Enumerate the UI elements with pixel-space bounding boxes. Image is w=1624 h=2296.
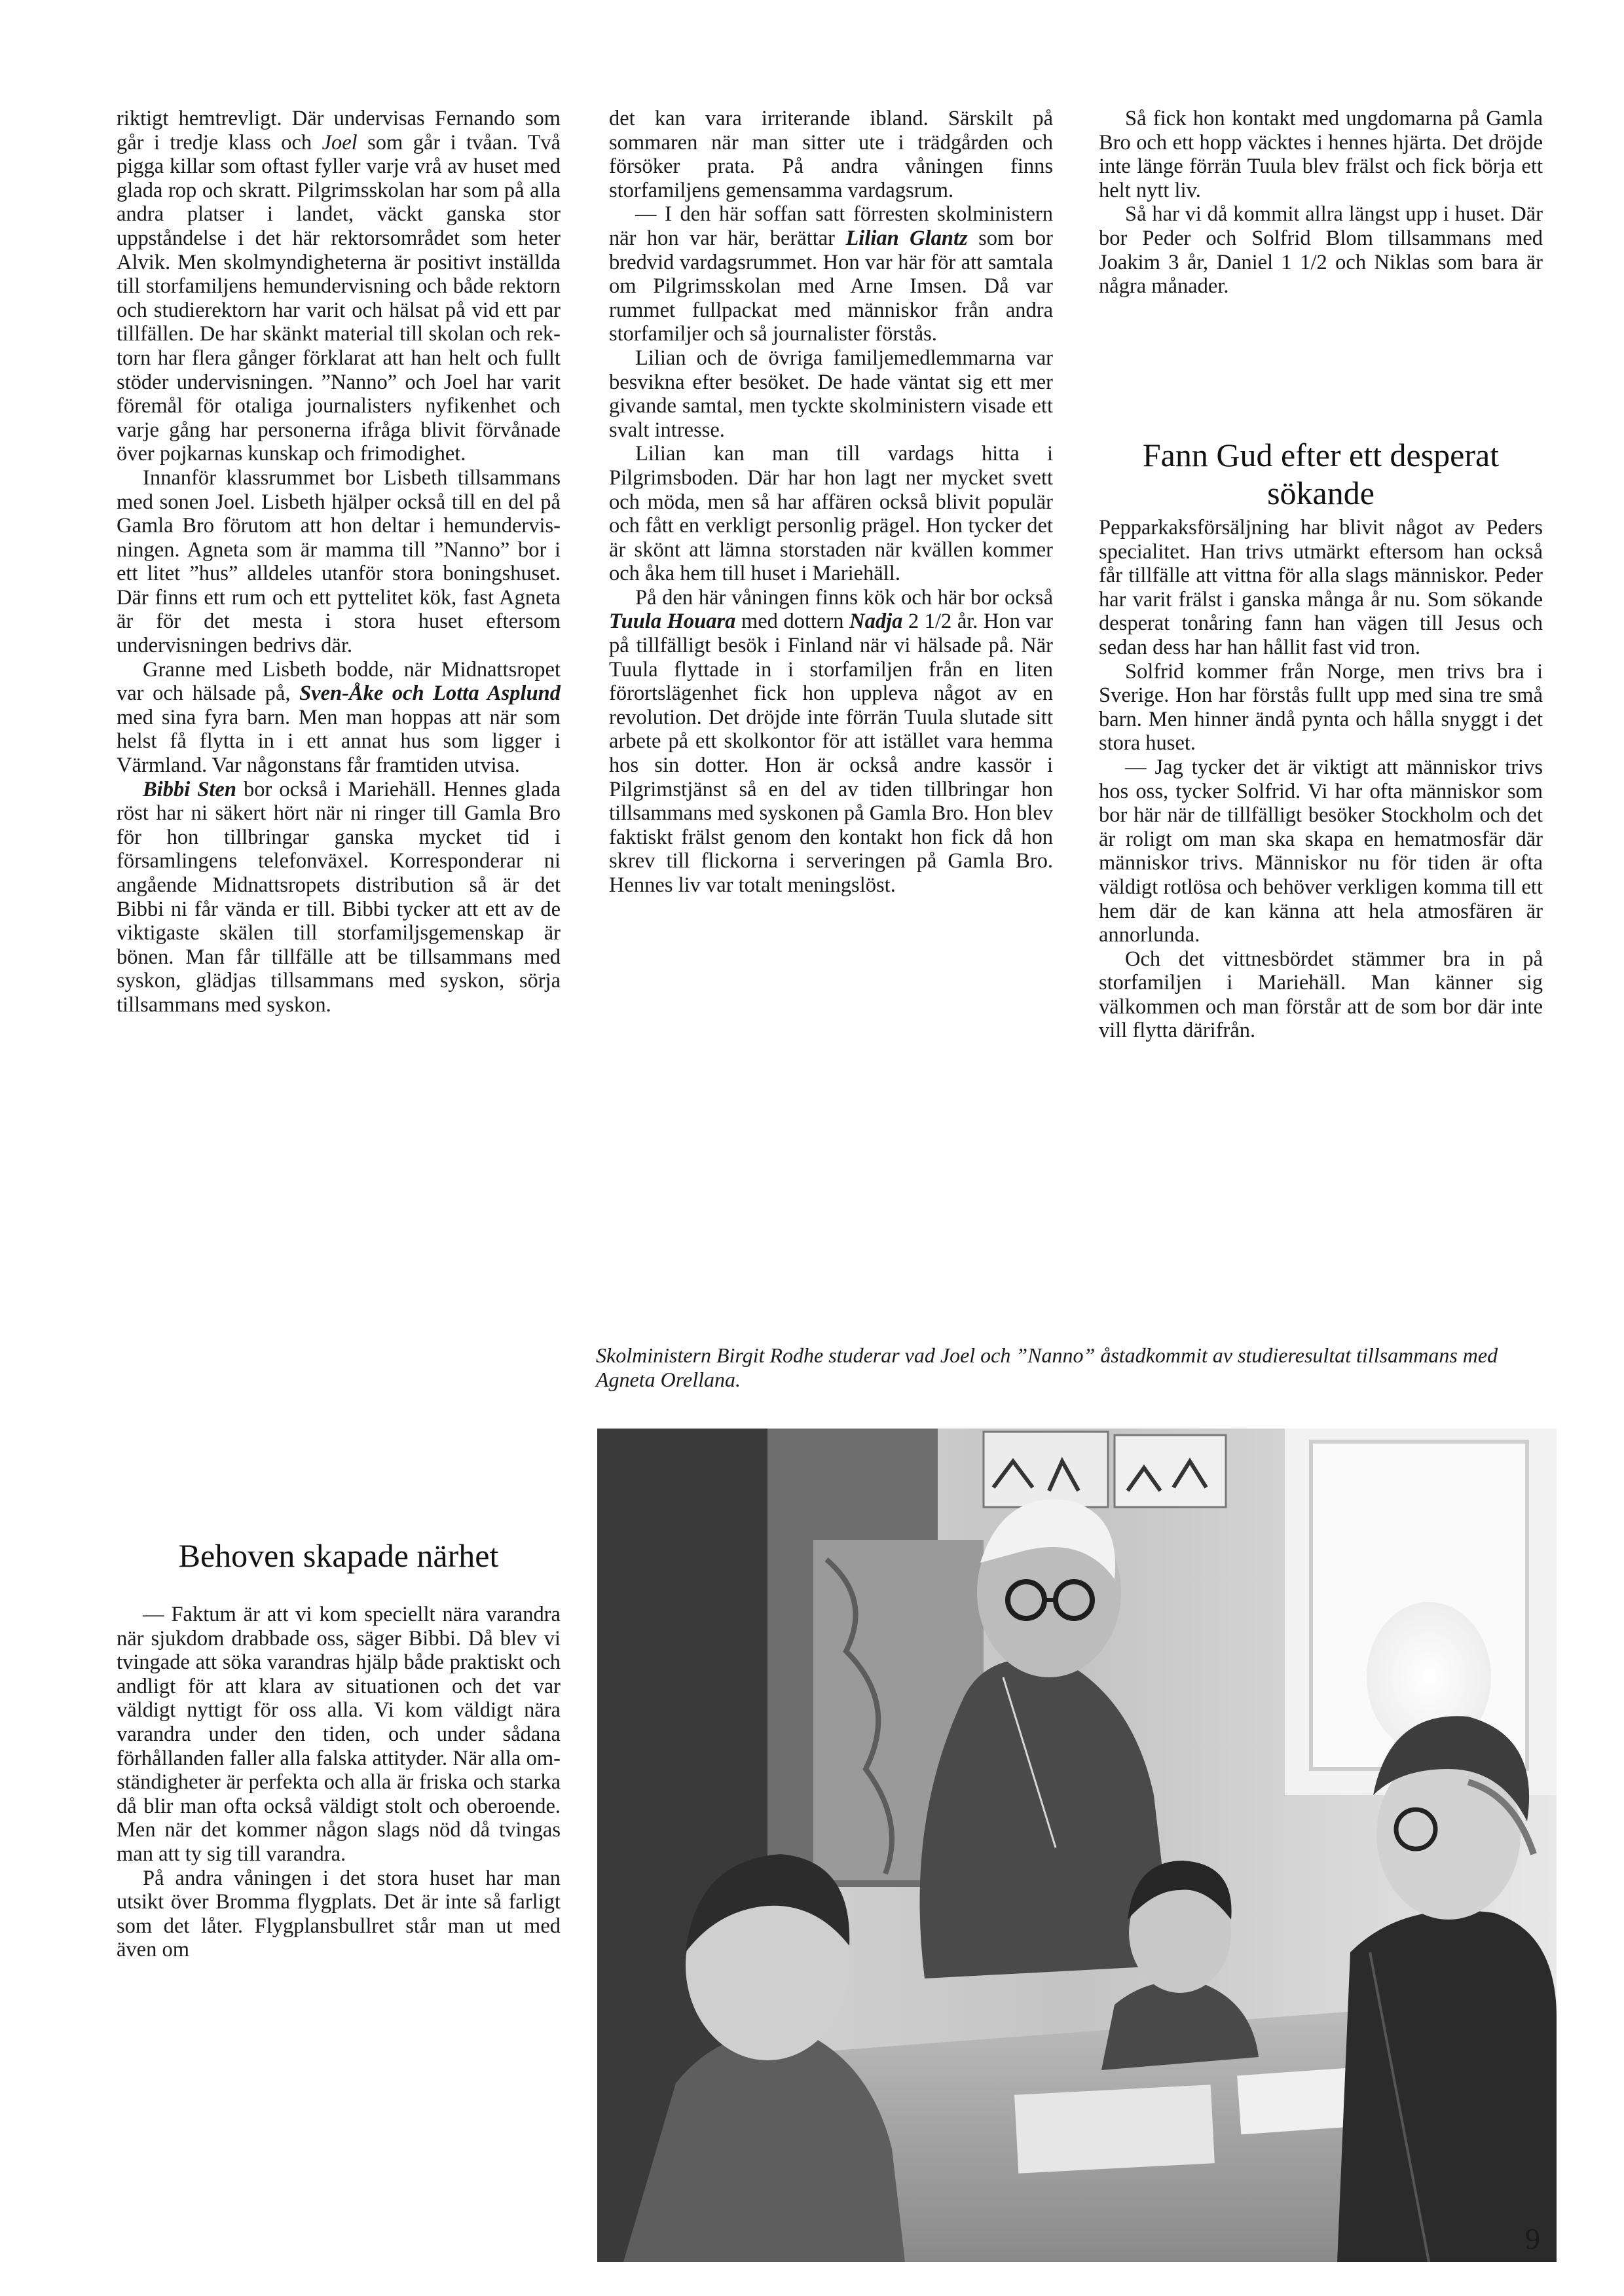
column-1-lower: [117, 1603, 561, 1962]
paragraph: Solfrid kommer från Norge, men trivs bra i Sverige. Hon har förstås fullt upp med sina tre små barn. Men hinner ändå pynta och hålla snyggt i det stora huset.: [1099, 659, 1543, 756]
page-number: 9: [1525, 2222, 1540, 2255]
paragraph: Granne med Lisbeth bodde, när Midnattsropet var och hälsade på, Sven-Åke och Lotta Asplund med sina fyra barn. Men man hoppas att när som helst få flytta in i ett annat hus som ligger i Värmland. Var någonstans får framtiden utvisa.: [117, 657, 561, 778]
paragraph: — I den här soffan satt förresten skolministern när hon var här, berättar Lilian Glantz som bor bredvid vardagsrummet. Hon var här för att samtala om Pilgrimsskolan med Arne Imsen. Då var rummet fullpackat med människor från andra storfamiljer och så journalister förstås.: [609, 202, 1053, 346]
paragraph: — Faktum är att vi kom speciellt nära varandra när sjukdom drabbade oss, säger Bibbi. Då blev vi tvingade att söka varandras hjälp både praktiskt och andligt för att klara av situationen och det var väldigt nyttigt för oss alla. Vi kom väldigt nära varandra under den tiden, och under sådana förhållanden faller alla falska attityder. När alla omständigheter är perfekta och alla är friska och starka då blir man ofta också väldigt stolt och oberoende. Men när det kommer någon slags nöd då tvingas man att ty sig till varandra.: [117, 1603, 561, 1866]
paragraph: Och det vittnesbördet stämmer bra in på storfamiljen i Mariehäll. Man känner sig välkommen och man förstår att de som bor där inte vill flytta därifrån.: [1099, 947, 1543, 1043]
column-3-lower: [1099, 516, 1543, 1043]
classroom-photo: [597, 1429, 1557, 2262]
paragraph: Bibbi Sten bor också i Mariehäll. Hennes glada röst har ni säkert hört när ni ringer till Gamla Bro för hon tillbringar ganska mycket tid i församlingens telefonväxel. Korresponderar ni angående Midnattsropets distribution så är det Bibbi ni får vända er till. Bibbi tycker att ett av de viktigaste skälen till storfamiljsgemenskap är bönen. Man får tillfälle att be tillsammans med syskon, glädjas tillsammans med syskon, sörja tillsammans med syskon.: [117, 777, 561, 1017]
section-heading-behoven: Behoven skapade närhet: [178, 1537, 499, 1574]
paragraph: Innanför klassrummet bor Lisbeth tillsammans med sonen Joel. Lisbeth hjälper också till en del på Gamla Bro förutom att hon deltar i hemundervisningen. Agneta som är mamma till ”Nanno” bor i ett litet ”hus” alldeles utanför stora boningshuset. Där finns ett rum och ett pyttelitet kök, fast Agneta är för det mesta i stora huset eftersom undervisningen bedrivs där.: [117, 465, 561, 658]
paragraph: På andra våningen i det stora huset har man utsikt över Bromma flygplats. Det är inte så farligt som det låter. Flygplansbullret står man ut med även om: [117, 1866, 561, 1962]
photo-caption: Skolministern Birgit Rodhe studerar vad Joel och ”Nanno” åstadkommit av studieresultat tillsammans med Agneta Orellana.: [596, 1343, 1498, 1391]
paragraph: Lilian kan man till vardags hitta i Pilgrimsboden. Där har hon lagt ner mycket svett och möda, men så har affären också blivit populär och fått en verkligt personlig prägel. Hon tycker det är skönt att lämna storstaden när kvällen kommer och åka hem till huset i Mariehäll.: [609, 442, 1053, 586]
paragraph: Lilian och de övriga familjemedlemmarna var besvikna efter besöket. De hade väntat sig ett mer givande samtal, men tyckte skolministern visade ett svalt intresse.: [609, 346, 1053, 442]
paragraph: Så har vi då kommit allra längst upp i huset. Där bor Peder och Solfrid Blom tillsammans med Joakim 3 år, Daniel 1 1/2 och Niklas som bara är några månader.: [1099, 202, 1543, 299]
paragraph: — Jag tycker det är viktigt att människor trivs hos oss, tycker Solfrid. Vi har ofta människor som bor här när de tillfälligt besöker Stockholm och det är roligt om man ska skapa en hematmosfär där människor trivs. Människor nu för tiden är ofta väldigt rotlösa och behöver verkligen komma till ett hem där de kan känna att hela atmosfären är annorlunda.: [1099, 755, 1543, 947]
column-3-upper: [1099, 107, 1543, 299]
paragraph: det kan vara irriterande ibland. Särskilt på sommaren när man sitter ute i trädgården och försöker prata. På andra våningen finns storfamiljens gemensamma vardagsrum.: [609, 107, 1053, 202]
column-2: [609, 107, 1053, 898]
column-1-upper: [117, 107, 561, 1017]
paragraph: Pepparkaksförsäljning har blivit något av Peders specialitet. Han trivs utmärkt eftersom han också får tillfälle att vittna för alla slags människor. Peder har varit frälst i ganska många år nu. Som sökande desperat tonåring fann han vägen till Jesus och sedan dess har han hållit fast vid tron.: [1099, 516, 1543, 659]
paragraph: riktigt hemtrevligt. Där undervisas Fernando som går i tredje klass och Joel som går i tvåan. Två pigga killar som oftast fyller varje vrå av huset med glada rop och skratt. Pilgrimsskolan har som på alla andra platser i landet, väckt ganska stor uppståndelse i det här rektorsområdet som heter Alvik. Men skolmyndigheterna är positivt inställda till storfamiljens hemundervisning och både rektorn och studierektorn har varit och hälsat på vid ett par tillfällen. De har skänkt material till skolan och rektorn har flera gånger förklarat att han helt och fullt stöder undervisningen. ”Nanno” och Joel har varit föremål för otaliga journalisters nyfikenhet och varje gång har personerna ifråga blivit förvånade över pojkarnas kunskap och frimodighet.: [117, 107, 561, 466]
paragraph: Så fick hon kontakt med ungdomarna på Gamla Bro och ett hopp väcktes i hennes hjärta. Det dröjde inte länge förrän Tuula blev frälst och fick börja ett helt nytt liv.: [1099, 107, 1543, 202]
section-heading-fann-gud: Fann Gud efter ett desperat sökande: [1142, 436, 1500, 511]
paragraph: På den här våningen finns kök och här bor också Tuula Houara med dottern Nadja 2 1/2 år. Hon var på tillfälligt besök i Finland när vi hälsade på. När Tuula flyttade in i storfamiljen från en liten förortslägenhet fick hon uppleva något av en revolution. Det dröjde inte förrän Tuula slutade sitt arbete på ett skolkontor för att istället vara hemma hos sin dotter. Hon är också andre kassör i Pilgrimstjänst så en del av tiden tillbringar hon tillsammans med syskonen på Gamla Bro. Hon blev faktiskt frälst genom den kontakt hon fick då hon skrev till flickorna i serveringen på Gamla Bro. Hennes liv var totalt meningslöst.: [609, 585, 1054, 897]
